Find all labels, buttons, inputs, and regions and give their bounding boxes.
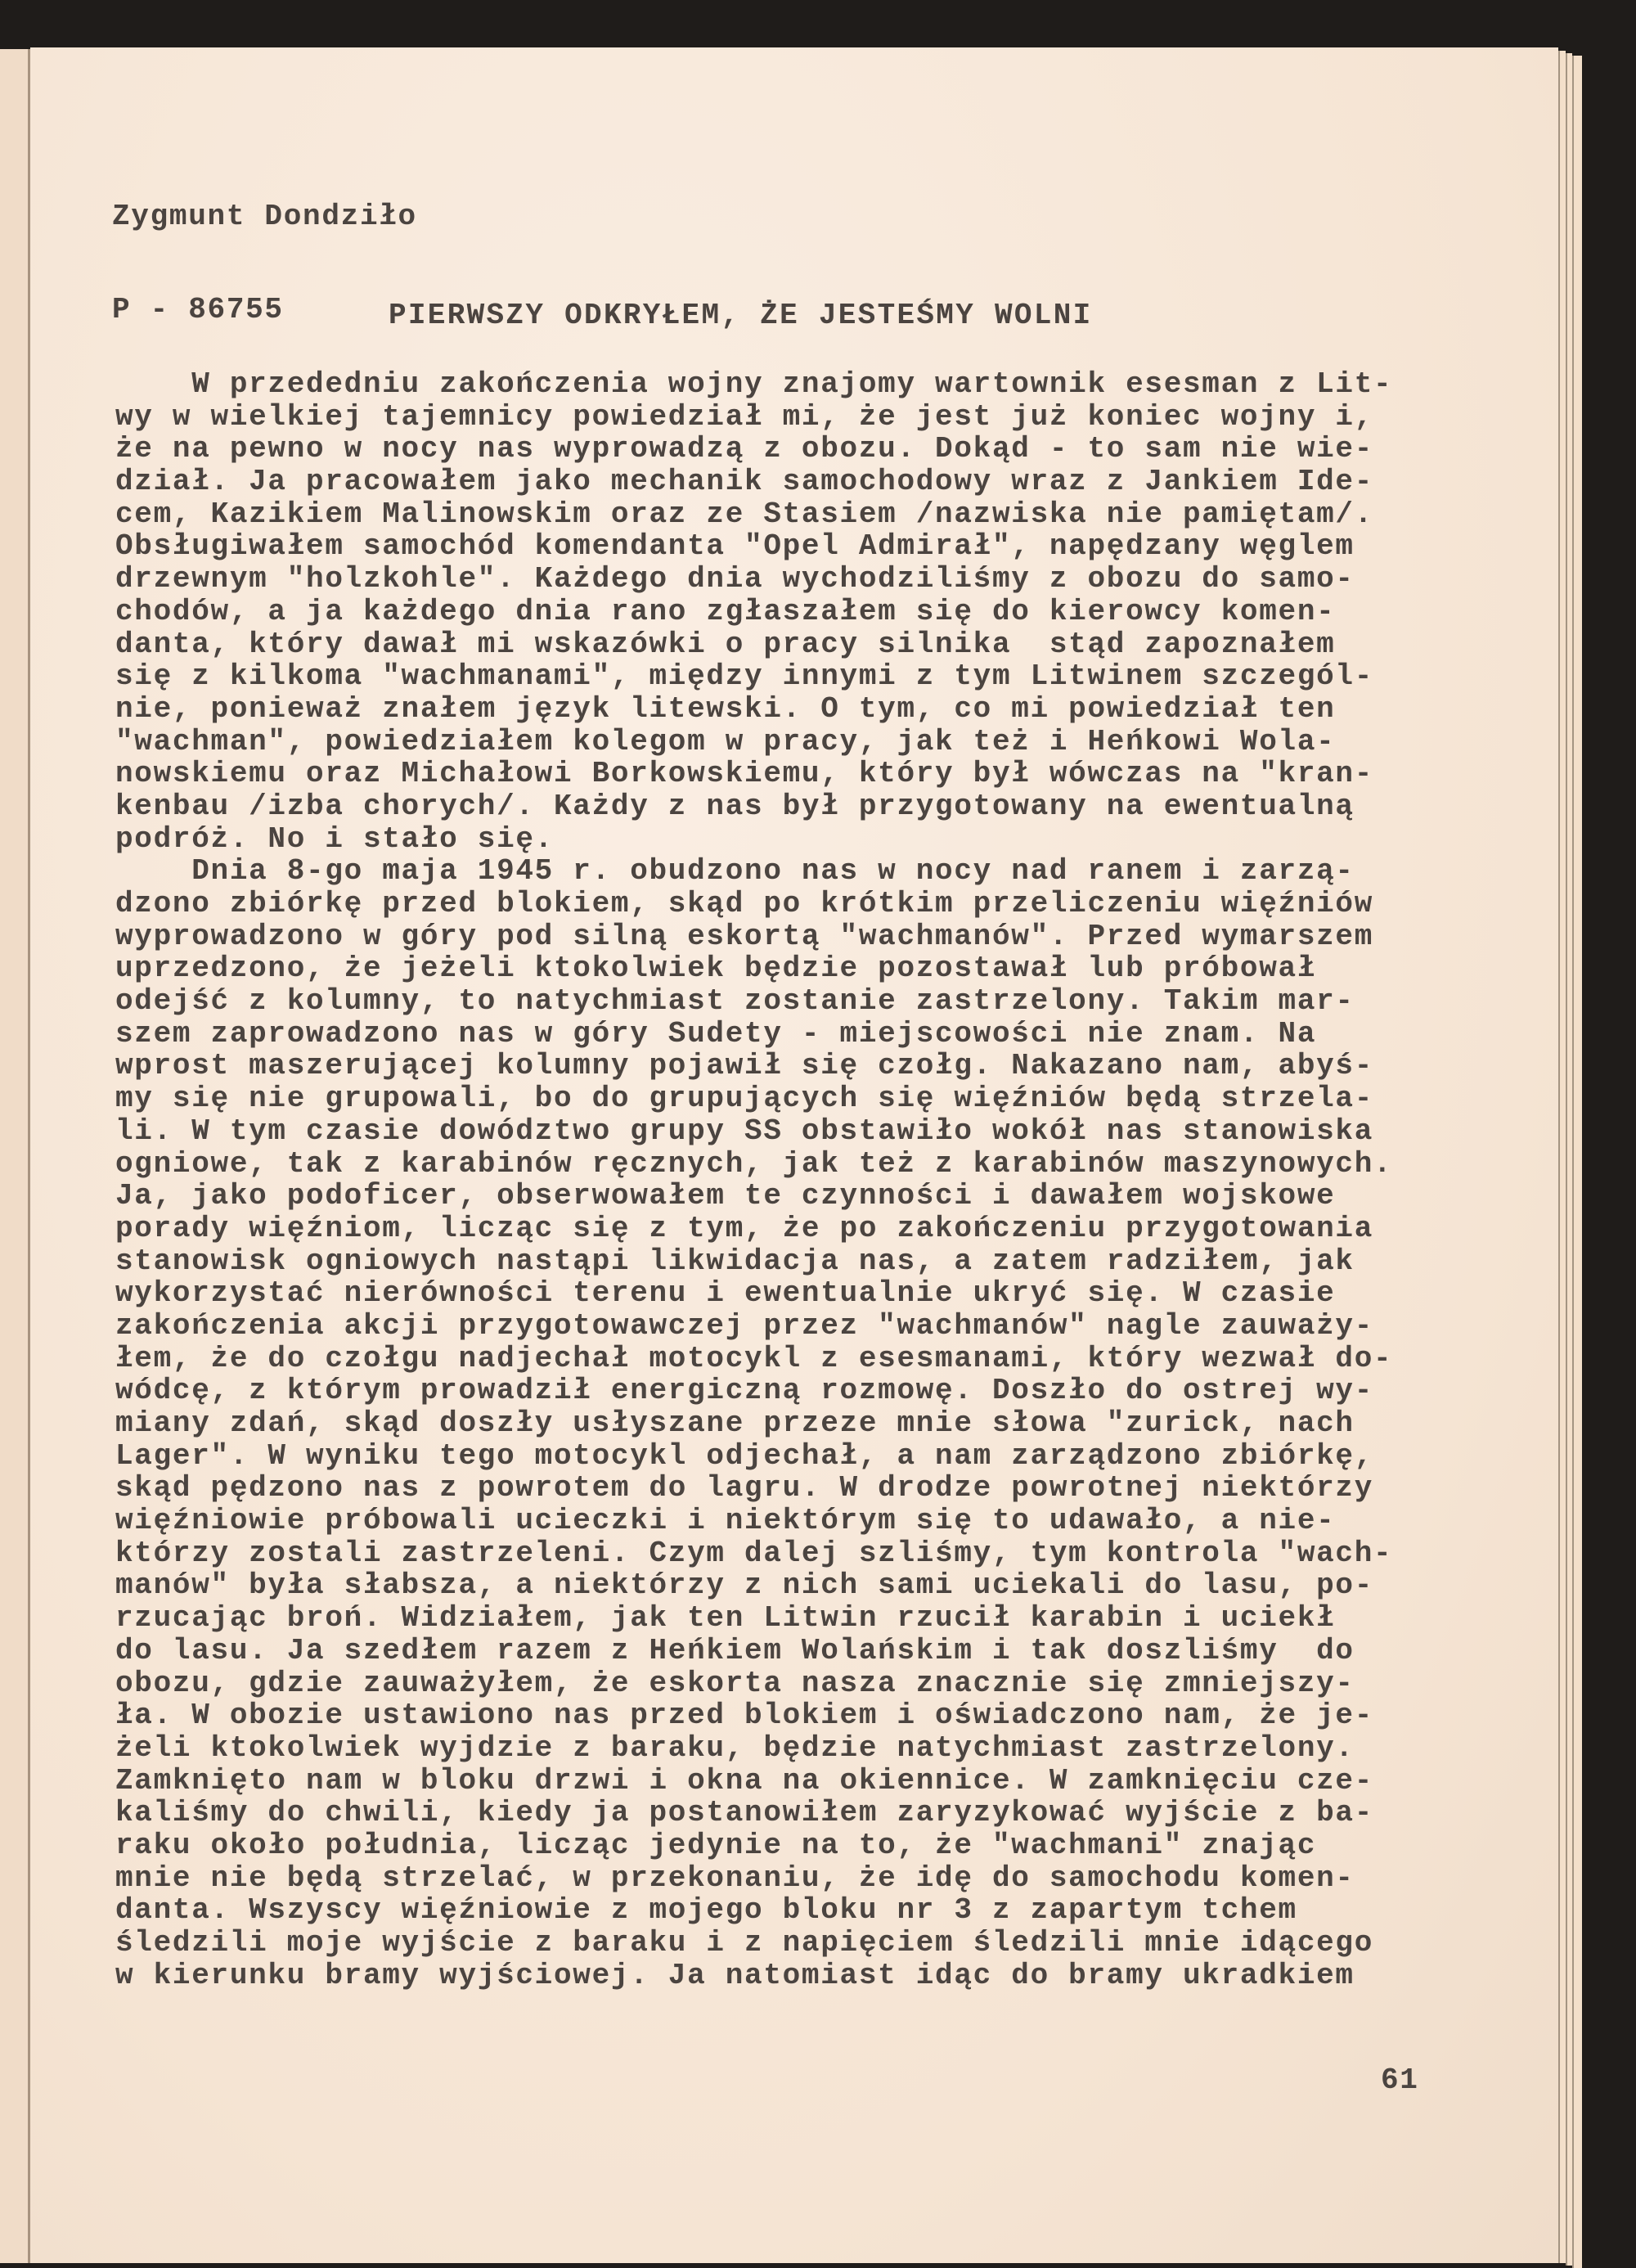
text-line: nie, ponieważ znałem język litewski. O tym, co mi powiedział ten — [115, 691, 1336, 726]
text-line: odejść z kolumny, to natychmiast zostanie zastrzelony. Takim mar- — [115, 984, 1355, 1019]
text-line: zakończenia akcji przygotowawczej przez "wachmanów" nagle zauważy- — [115, 1308, 1374, 1343]
text-line: li. W tym czasie dowództwo grupy SS obstawiło wokół nas stanowiska — [115, 1114, 1374, 1148]
text-line: więźniowie próbowali ucieczki i niektórym się to udawało, a nie- — [115, 1504, 1336, 1538]
text-line: żeli ktokolwiek wyjdzie z baraku, będzie natychmiast zastrzelony. — [115, 1730, 1355, 1765]
previous-page-edge — [0, 49, 30, 2263]
text-line: wódcę, z którym prowadził energiczną rozmowę. Doszło do ostrej wy- — [115, 1374, 1374, 1408]
text-line: ogniowe, tak z karabinów ręcznych, jak też z karabinów maszynowych. — [115, 1146, 1393, 1181]
text-line: nowskiemu oraz Michałowi Borkowskiemu, który był wówczas na "kran- — [115, 757, 1374, 791]
text-line: podróż. No i stało się. — [115, 821, 554, 856]
text-line: dzono zbiórkę przed blokiem, skąd po krótkim przeliczeniu więźniów — [115, 887, 1374, 920]
text-line: manów" była słabsza, a niektórzy z nich sami uciekali do lasu, po- — [115, 1568, 1374, 1603]
text-line: Lager". W wyniku tego motocykl odjechał, a nam zarządzono zbiórkę, — [115, 1438, 1374, 1473]
author-name: Zygmunt Dondziło — [112, 200, 417, 233]
text-line: łem, że do czołgu nadjechał motocykl z esesmanami, który wezwał do- — [115, 1341, 1393, 1375]
text-line: miany zdań, skąd doszły usłyszane przeze mnie słowa "zurick, nach — [115, 1406, 1355, 1440]
text-line: że na pewno w nocy nas wyprowadzą z obozu. Dokąd - to sam nie wie- — [115, 432, 1374, 466]
text-line: wprost maszerującej kolumny pojawił się czołg. Nakazano nam, abyś- — [115, 1049, 1374, 1083]
text-line: którzy zostali zastrzeleni. Czym dalej szliśmy, tym kontrola "wach- — [115, 1536, 1393, 1570]
text-line: w kierunku bramy wyjściowej. Ja natomiast idąc do bramy ukradkiem — [115, 1958, 1355, 1992]
text-line: śledzili moje wyjście z baraku i z napięciem śledzili mnie idącego — [115, 1926, 1374, 1960]
author-block — [112, 139, 417, 357]
text-line: szem zaprowadzono nas w góry Sudety - miejscowości nie znam. Na — [115, 1016, 1317, 1051]
text-line: raku około południa, licząc jedynie na to, że "wachmani" znając — [115, 1828, 1317, 1862]
text-line: obozu, gdzie zauważyłem, że eskorta nasza znacznie się zmniejszy- — [115, 1666, 1355, 1700]
text-line: Dnia 8-go maja 1945 r. obudzono nas w nocy nad ranem i zarzą- — [115, 854, 1355, 889]
prisoner-number: P - 86755 — [112, 293, 284, 326]
text-line: cem, Kazikiem Malinowskim oraz ze Stasiem /nazwiska nie pamiętam/. — [115, 497, 1374, 531]
text-line: do lasu. Ja szedłem razem z Heńkiem Wolańskim i tak doszliśmy do — [115, 1633, 1355, 1667]
text-line: porady więźniom, licząc się z tym, że po zakończeniu przygotowania — [115, 1211, 1374, 1245]
text-line: wy w wielkiej tajemnicy powiedział mi, że jest już koniec wojny i, — [115, 399, 1374, 434]
text-line: danta. Wszyscy więźniowie z mojego bloku nr 3 z zapartym tchem — [115, 1893, 1297, 1928]
page-stack-edge — [1566, 53, 1572, 2266]
text-line: drzewnym "holzkohle". Każdego dnia wychodziliśmy z obozu do samo- — [115, 562, 1355, 596]
page-stack-edge — [1572, 56, 1582, 2268]
text-line: Ja, jako podoficer, obserwowałem te czynności i dawałem wojskowe — [115, 1179, 1336, 1213]
text-line: my się nie grupowali, bo do grupujących się więźniów będą strzela- — [115, 1082, 1374, 1116]
text-line: Obsługiwałem samochód komendanta "Opel Admirał", napędzany węglem — [115, 529, 1355, 564]
text-line: rzucając broń. Widziałem, jak ten Litwin rzucił karabin i uciekł — [115, 1601, 1336, 1636]
text-line: wyprowadzono w góry pod silną eskortą "wachmanów". Przed wymarszem — [115, 919, 1374, 953]
text-line: W przededniu zakończenia wojny znajomy wartownik esesman z Lit- — [115, 367, 1393, 401]
text-line: Zamknięto nam w bloku drzwi i okna na okiennice. W zamknięciu cze- — [115, 1763, 1374, 1798]
text-line: kaliśmy do chwili, kiedy ja postanowiłem zaryzykować wyjście z ba- — [115, 1796, 1374, 1830]
text-line: uprzedzono, że jeżeli ktokolwiek będzie pozostawał lub próbował — [115, 952, 1317, 986]
text-line: się z kilkoma "wachmanami", między innymi z tym Litwinem szczegól- — [115, 659, 1374, 694]
text-line: wykorzystać nierówności terenu i ewentualnie ukryć się. W czasie — [115, 1276, 1336, 1311]
text-line: kenbau /izba chorych/. Każdy z nas był przygotowany na ewentualną — [115, 789, 1355, 823]
text-line: stanowisk ogniowych nastąpi likwidacja nas, a zatem radziłem, jak — [115, 1244, 1355, 1278]
text-line: danta, który dawał mi wskazówki o pracy silnika stąd zapoznałem — [115, 627, 1336, 661]
text-line: ła. W obozie ustawiono nas przed blokiem i oświadczono nam, że je- — [115, 1699, 1374, 1733]
text-line: mnie nie będą strzelać, w przekonaniu, że idę do samochodu komen- — [115, 1861, 1355, 1895]
page-stack-edge — [1558, 51, 1566, 2263]
text-line: dział. Ja pracowałem jako mechanik samochodowy wraz z Jankiem Ide- — [115, 465, 1374, 499]
text-line: chodów, a ja każdego dnia rano zgłaszałem się do kierowcy komen- — [115, 594, 1336, 628]
text-line: "wachman", powiedziałem kolegom w pracy, jak też i Heńkowi Wola- — [115, 724, 1336, 758]
page-number: 61 — [1381, 2063, 1419, 2097]
text-line: skąd pędzono nas z powrotem do lagru. W drodze powrotnej niektórzy — [115, 1471, 1374, 1505]
article-body — [115, 368, 1392, 1991]
article-title: PIERWSZY ODKRYŁEM, ŻE JESTEŚMY WOLNI — [389, 299, 1093, 332]
